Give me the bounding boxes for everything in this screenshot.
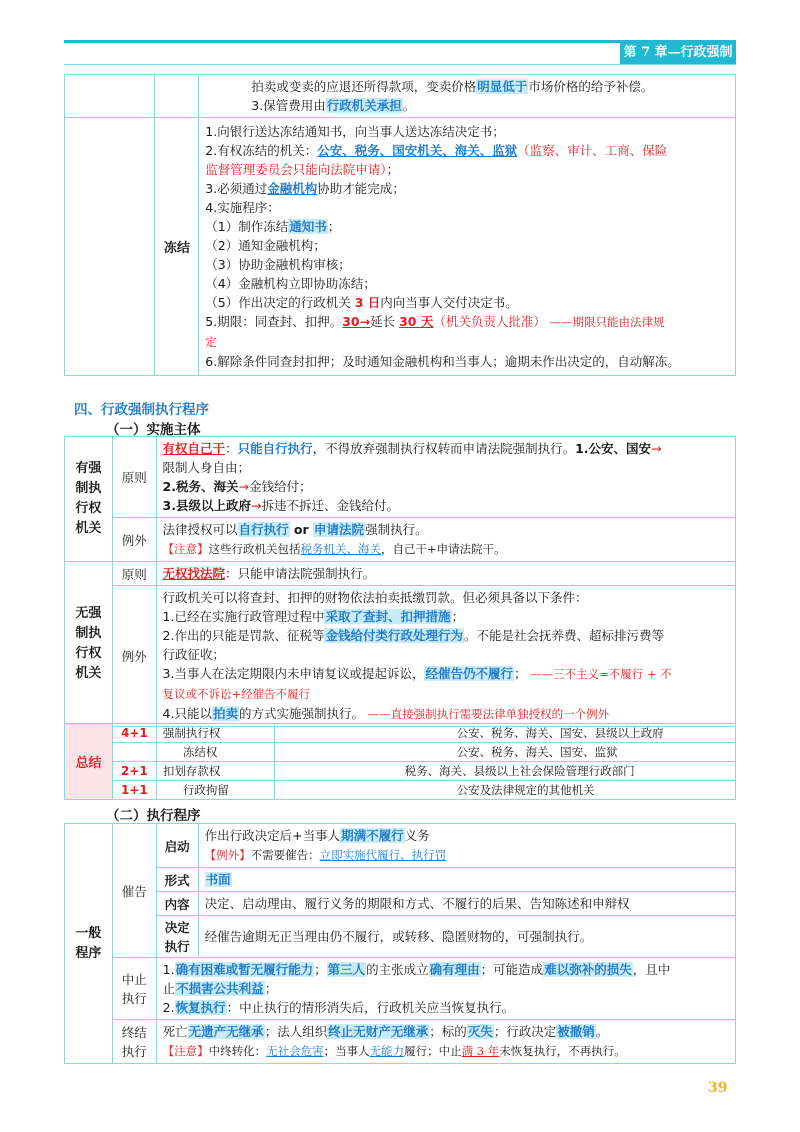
freeze-table: [64, 74, 736, 376]
start-label: 启动: [156, 824, 198, 868]
summary-name: 冻结权: [156, 743, 274, 762]
summary-orgs: 公安及法律规定的其他机关: [274, 781, 735, 800]
section-title: 四、行政强制执行程序: [74, 402, 209, 418]
summary-orgs: 公安、税务、海关、国安、监狱: [274, 743, 735, 762]
page-number: 39: [708, 1080, 728, 1096]
summary-label: 总结: [65, 724, 113, 800]
summary-count: 4+1: [112, 724, 156, 743]
principle-label-2: 原则: [112, 562, 156, 586]
no-power-label: 无强制执行权机关: [65, 562, 113, 727]
general-procedure-label: 一般程序: [65, 824, 113, 1064]
blank-mid-cell: [155, 75, 199, 118]
summary-orgs: 公安、税务、海关、国安、县级以上政府: [274, 724, 735, 743]
summary-count: 1+1: [112, 781, 156, 800]
form-content: 书面: [198, 868, 735, 892]
continuation-cell: 拍卖或变卖的应退还所得款项，变卖价格明显低于市场价格的给予补偿。 3.保管费用由行政机关承担。: [199, 75, 736, 118]
procedure-table: [64, 823, 736, 1064]
blank-left-cell: [65, 75, 155, 118]
header-divider: [64, 64, 736, 65]
summary-name: 扣划存款权: [156, 762, 274, 781]
chapter-tag: 第 7 章—行政强制: [620, 42, 736, 64]
has-power-label: 有强制执行权机关: [65, 437, 113, 562]
summary-name: 行政拘留: [156, 781, 274, 800]
reminder-label: 催告: [112, 824, 156, 958]
freeze-content: 1.向银行送达冻结通知书，向当事人送达冻结决定书； 2.有权冻结的机关：公安、税务、国安机关、海关、监狱（监察、审计、工商、保险 监督管理委员会只能向法院申请）； 3.必须通过金融机构协助才能完成； 4.实施程序： （1）制作冻结通知书； （2）通知金融机构； （3）协助金融机构审核； （4）金融机构立即协助冻结； （5）作出决定的行政机关 3 日内向当事人交付决定书。 5.期限：同查封、扣押。30→延长 30 天（机关负责人批准） ——期限只能由法律规 定 6.解除条件同查封扣押；及时通知金融机构和当事人；逾期未作出决定的，自动解冻。: [199, 118, 736, 376]
freeze-label: 冻结: [155, 118, 199, 376]
terminate-content: 死亡无遗产无继承；法人组织终止无财产无继承；标的灭失；行政决定被撤销。 【注意】中终转化：无社会危害；当事人无能力履行；中止满 3 年未恢复执行，不再执行。: [156, 1020, 735, 1064]
subsection-title-procedure: （二）执行程序: [106, 808, 201, 824]
suspend-content: 1.确有困难或暂无履行能力；第三人的主张成立确有理由；可能造成难以弥补的损失，且中 止不损害公共利益； 2.恢复执行：中止执行的情形消失后，行政机关应当恢复执行。: [156, 958, 735, 1020]
has-power-exception: 法律授权可以自行执行 or 申请法院强制执行。 【注意】这些行政机关包括税务机关、海关，自己干+申请法院干。: [156, 518, 735, 562]
summary-name: 强制执行权: [156, 724, 274, 743]
decide-content: 经催告逾期无正当理由仍不履行，或转移、隐匿财物的，可强制执行。: [198, 916, 735, 958]
principle-label: 原则: [112, 437, 156, 518]
exception-label-2: 例外: [112, 586, 156, 727]
no-power-exception: 行政机关可以将查封、扣押的财物依法拍卖抵缴罚款。但必须具备以下条件： 1.已经在实施行政管理过程中采取了查封、扣押措施； 2.作出的只能是罚款、征税等金钱给付类行政处理行为。不能是社会抚养费、超标排污费等 行政征收； 3.当事人在法定期限内未申请复议或提起诉讼，经催告仍不履行； ——三不主义=不履行 + 不 复议或不诉讼+经催告不履行 4.只能以拍卖的方式实施强制执行。 ——直接强制执行需要法律单独授权的一个例外: [156, 586, 735, 727]
summary-count: 2+1: [112, 762, 156, 781]
blank-left-cell-2: [65, 118, 155, 376]
has-power-principle: 有权自己干：只能自行执行，不得放弃强制执行权转而申请法院强制执行。1.公安、国安→ 限制人身自由； 2.税务、海关→金钱给付； 3.县级以上政府→拆违不拆迁、金钱给付。: [156, 437, 735, 518]
decide-label: 决定执行: [156, 916, 198, 958]
exception-label: 例外: [112, 518, 156, 562]
subsection-title-subject: （一）实施主体: [106, 422, 201, 438]
start-content: 作出行政决定后+当事人期满不履行义务 【例外】不需要催告：立即实施代履行、执行罚: [198, 824, 735, 868]
content-label: 内容: [156, 892, 198, 916]
summary-table: [64, 723, 736, 800]
terminate-label: 终结执行: [112, 1020, 156, 1064]
summary-orgs: 税务、海关、县级以上社会保险管理行政部门: [274, 762, 735, 781]
summary-count: [112, 743, 156, 762]
form-label: 形式: [156, 868, 198, 892]
content-content: 决定、启动理由、履行义务的期限和方式、不履行的后果、告知陈述和申辩权: [198, 892, 735, 916]
no-power-principle: 无权找法院：只能申请法院强制执行。: [156, 562, 735, 586]
suspend-label: 中止执行: [112, 958, 156, 1020]
subject-table: [64, 436, 736, 727]
